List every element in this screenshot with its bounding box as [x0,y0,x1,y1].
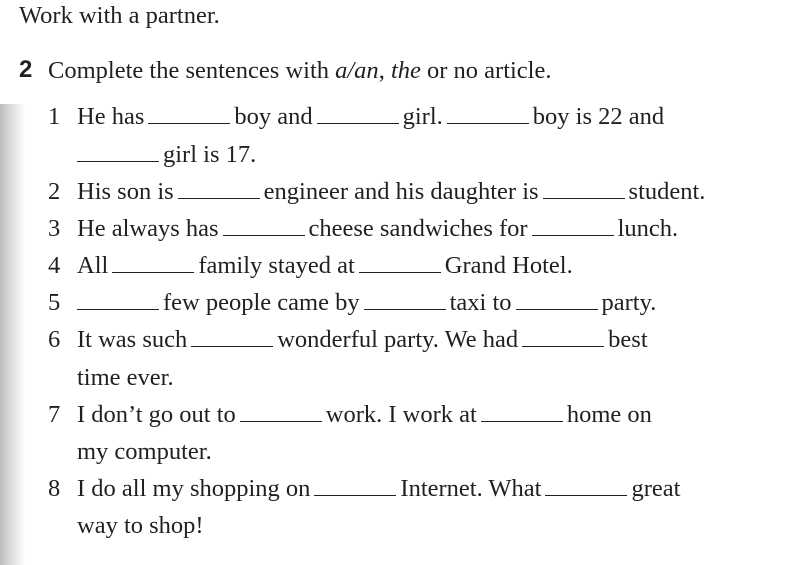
answer-blank[interactable] [148,122,230,124]
answer-blank[interactable] [532,234,614,236]
sentence-text: I don’t go out to [77,401,236,428]
sentence-text: time ever. [77,364,174,391]
item-number: 7 [48,401,61,428]
sentence-line [77,214,678,244]
item-number: 2 [48,178,61,205]
sentence-text: student. [628,178,706,205]
sentence-text: way to shop! [77,512,204,539]
sentence-text: I do all my shopping on [77,475,311,502]
answer-blank[interactable] [545,494,627,496]
item-number: 3 [48,215,61,242]
instruction-text-end: or no article. [420,57,552,84]
answer-blank[interactable] [317,122,399,124]
answer-blank[interactable] [178,197,260,199]
sentence-line [77,511,204,541]
page-edge-shadow [0,104,26,565]
answer-blank[interactable] [516,308,598,310]
sentence-text: Grand Hotel. [444,252,573,279]
sentence-text: few people came by [163,289,360,316]
instruction-text-start: Complete the sentences with [48,57,336,84]
answer-blank[interactable] [481,420,563,422]
sentence-text: engineer and his daughter is [263,178,539,205]
sentence-text: boy and [234,103,313,130]
sentence-line [77,251,573,281]
sentence-text: girl is 17. [163,141,257,168]
answer-blank[interactable] [223,234,305,236]
exercise-number: 2 [19,56,33,83]
sentence-text: His son is [77,178,174,205]
sentence-text: work. I work at [325,401,477,428]
answer-blank[interactable] [112,271,194,273]
answer-blank[interactable] [191,345,273,347]
sentence-line [77,400,652,430]
answer-blank[interactable] [240,420,322,422]
sentence-line [73,140,256,170]
sentence-text: Internet. What [400,475,542,502]
sentence-line [77,325,648,355]
item-number: 5 [48,289,61,316]
sentence-line [77,437,212,467]
answer-blank[interactable] [359,271,441,273]
item-number: 6 [48,326,61,353]
sentence-line [77,177,705,207]
answer-blank[interactable] [522,345,604,347]
intro-text: Work with a partner. [19,2,220,29]
sentence-text: taxi to [449,289,512,316]
sentence-text: cheese sandwiches for [308,215,528,242]
answer-blank[interactable] [364,308,446,310]
sentence-text: family stayed at [198,252,355,279]
instruction-a-an: a/an [335,57,379,84]
sentence-text: my computer. [77,438,212,465]
sentence-line [77,102,664,132]
answer-blank[interactable] [447,122,529,124]
sentence-text: All [77,252,109,279]
answer-blank[interactable] [77,308,159,310]
sentence-text: home on [566,401,652,428]
item-number: 8 [48,475,61,502]
answer-blank[interactable] [543,197,625,199]
sentence-text: He has [77,103,145,130]
sentence-text: party. [601,289,657,316]
answer-blank[interactable] [314,494,396,496]
instruction-the: the [390,57,421,84]
sentence-text: boy is 22 and [532,103,665,130]
exercise-instruction [48,57,552,85]
sentence-text: great [631,475,681,502]
sentence-line [77,363,174,393]
sentence-text: It was such [77,326,188,353]
item-number: 1 [48,103,61,130]
answer-blank[interactable] [77,160,159,162]
sentence-text: best [608,326,648,353]
sentence-text: girl. [402,103,443,130]
sentence-text: He always has [77,215,219,242]
item-number: 4 [48,252,61,279]
sentence-text: wonderful party. We had [277,326,519,353]
sentence-line [77,474,680,504]
sentence-text: lunch. [617,215,679,242]
instruction-comma: , [378,57,391,84]
sentence-line [73,288,656,318]
